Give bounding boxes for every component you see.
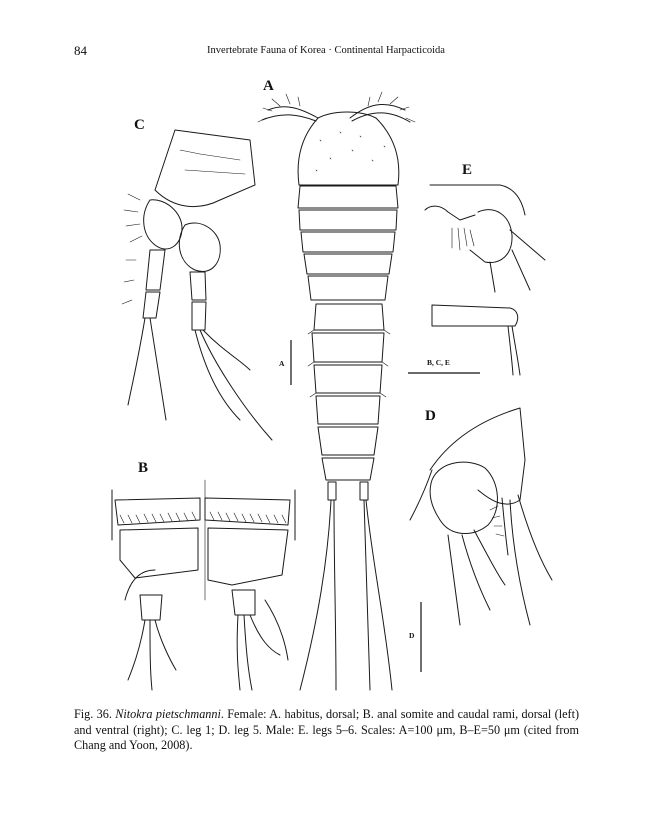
running-header: Invertebrate Fauna of Korea · Continental Harpacticoida — [207, 45, 445, 56]
panel-label-e: E — [462, 162, 473, 178]
male-legs-5-6-drawing — [425, 185, 545, 375]
scale-label-bce: B, C, E — [427, 358, 450, 367]
panel-label-b: B — [138, 460, 149, 476]
figure-caption — [74, 707, 579, 754]
panel-label-a: A — [263, 78, 274, 94]
leg-1-drawing — [122, 130, 272, 440]
panel-label-c: C — [134, 117, 145, 133]
caption-text: . Female: A. habitus, dorsal; B. anal somite and caudal rami, dorsal (left) and ventral (right); C. leg 1; D. leg 5. Male: E. legs 5–6. Scales: A=100 μm, B–E=50 μm (cited from Chang and Yoon, 2008). — [74, 707, 580, 752]
scale-label-a: A — [279, 359, 285, 368]
scale-label-d: D — [409, 631, 415, 640]
habitus-drawing — [258, 92, 415, 690]
leg-5-drawing — [410, 408, 552, 625]
caption-figure-number: Fig. 36. — [74, 707, 112, 721]
panel-label-d: D — [425, 408, 436, 424]
page-number: 84 — [74, 43, 87, 58]
caption-species-name: Nitokra pietschmanni — [115, 707, 221, 721]
anal-somite-drawing — [112, 480, 295, 690]
